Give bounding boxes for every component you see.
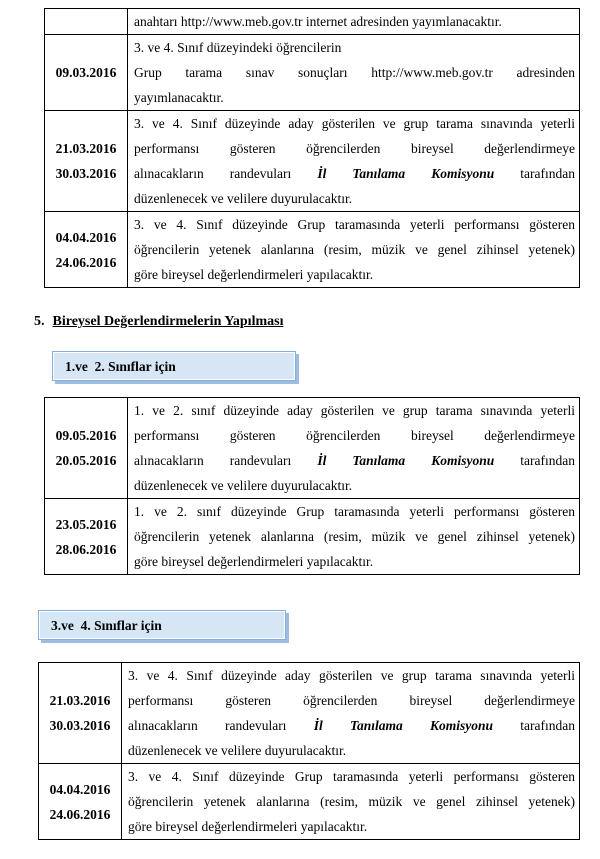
description-line: Grup tarama sınav sonuçları http://www.meb.gov.tr adresinden xyxy=(134,65,575,80)
description-line-mixed xyxy=(134,161,575,186)
description-line: anahtarı http://www.meb.gov.tr internet adresinden yayımlanacaktır. xyxy=(134,14,502,29)
description-line: 3. ve 4. Sınıf düzeyinde aday gösterilen ve grup tarama sınavında yeterli xyxy=(134,116,575,131)
description-line: 3. ve 4. Sınıf düzeyinde aday gösterilen ve grup tarama sınavında yeterli xyxy=(128,668,575,683)
description-text: tarafından xyxy=(520,453,576,468)
date-start: 21.03.2016 xyxy=(55,141,117,156)
description-cell xyxy=(128,35,580,111)
date-cell xyxy=(45,111,128,212)
description-line: 1. ve 2. sınıf düzeyinde aday gösterilen ve grup tarama sınavında yeterli xyxy=(134,403,575,418)
table-row xyxy=(45,212,580,288)
description-cell xyxy=(128,111,580,212)
description-cell xyxy=(122,663,580,764)
description-line: 3. ve 4. Sınıf düzeyindeki öğrencilerin xyxy=(134,40,342,55)
table-row xyxy=(45,499,580,575)
date-end: 20.05.2016 xyxy=(55,453,117,468)
date-end: 28.06.2016 xyxy=(55,541,117,557)
date-start: 23.05.2016 xyxy=(55,516,117,532)
description-line: düzenlenecek ve velilere duyurulacaktır. xyxy=(134,191,353,206)
date-cell xyxy=(45,499,128,575)
schedule-table-grade-3-4 xyxy=(38,662,580,840)
date-cell xyxy=(45,9,128,35)
grade-1-2-label: 1.ve 2. Sınıflar için xyxy=(65,359,176,374)
description-text: alınacakların randevuları xyxy=(134,166,292,181)
description-line: düzenlenecek ve velilere duyurulacaktır. xyxy=(128,743,347,758)
table-row xyxy=(45,9,580,35)
description-text: tarafından xyxy=(520,166,576,181)
description-line: öğrencilerin yetenek alanlarına (resim, müzik ve genel zihinsel yetenek) xyxy=(134,242,575,257)
description-line: 3. ve 4. Sınıf düzeyinde Grup taramasında yeterli performansı gösteren xyxy=(128,769,575,784)
date-cell xyxy=(39,663,122,764)
description-line: 3. ve 4. Sınıf düzeyinde Grup taramasında yeterli performansı gösteren xyxy=(134,217,575,232)
description-cell xyxy=(128,499,580,575)
date-start: 04.04.2016 xyxy=(55,229,117,245)
date-end: 30.03.2016 xyxy=(55,166,117,181)
section-number: 5. xyxy=(34,314,45,329)
commission-name: İl Tanılama Komisyonu xyxy=(317,453,495,468)
date-value: 09.03.2016 xyxy=(55,65,117,80)
description-line: göre bireysel değerlendirmeleri yapılacaktır. xyxy=(134,554,374,569)
section-title: Bireysel Değerlendirmelerin Yapılması xyxy=(52,314,284,329)
description-line-mixed xyxy=(128,713,575,738)
date-cell xyxy=(45,35,128,111)
date-start: 09.05.2016 xyxy=(55,428,117,443)
schedule-table-top xyxy=(44,8,580,288)
description-line: performansı gösteren öğrencilerden bireysel değerlendirmeye xyxy=(134,428,575,443)
description-line: performansı gösteren öğrencilerden bireysel değerlendirmeye xyxy=(134,141,575,156)
table-row xyxy=(39,663,580,764)
date-cell xyxy=(39,764,122,840)
description-line: 1. ve 2. sınıf düzeyinde Grup taramasında yeterli performansı gösteren xyxy=(134,504,575,519)
description-line: göre bireysel değerlendirmeleri yapılacaktır. xyxy=(134,267,374,282)
description-text: tarafından xyxy=(520,718,575,733)
date-start: 21.03.2016 xyxy=(49,693,111,708)
date-start: 04.04.2016 xyxy=(49,781,111,797)
table-row xyxy=(45,398,580,499)
table-row xyxy=(45,111,580,212)
date-end: 24.06.2016 xyxy=(55,254,117,270)
description-line: performansı gösteren öğrencilerden bireysel değerlendirmeye xyxy=(128,693,575,708)
date-end: 30.03.2016 xyxy=(49,718,111,733)
table-row xyxy=(39,764,580,840)
description-line: öğrencilerin yetenek alanlarına (resim, müzik ve genel zihinsel yetenek) xyxy=(128,794,575,809)
description-text: alınacakların randevuları xyxy=(128,718,287,733)
grade-3-4-label-box xyxy=(38,610,286,640)
description-line-mixed xyxy=(134,448,575,473)
description-line: öğrencilerin yetenek alanlarına (resim, müzik ve genel zihinsel yetenek) xyxy=(134,529,575,544)
commission-name: İl Tanılama Komisyonu xyxy=(317,166,495,181)
description-cell xyxy=(128,398,580,499)
grade-3-4-label: 3.ve 4. Sınıflar için xyxy=(51,618,162,633)
commission-name: İl Tanılama Komisyonu xyxy=(313,718,494,733)
grade-1-2-label-box xyxy=(52,351,296,381)
date-cell xyxy=(45,398,128,499)
description-cell xyxy=(122,764,580,840)
description-line: yayımlanacaktır. xyxy=(134,90,224,105)
description-line: göre bireysel değerlendirmeleri yapılacaktır. xyxy=(128,819,368,834)
date-end: 24.06.2016 xyxy=(49,806,111,822)
table-row xyxy=(45,35,580,111)
description-cell xyxy=(128,212,580,288)
description-cell xyxy=(128,9,580,35)
date-cell xyxy=(45,212,128,288)
schedule-table-grade-1-2 xyxy=(44,397,580,575)
section-heading xyxy=(34,314,283,330)
description-text: alınacakların randevuları xyxy=(134,453,292,468)
description-line: düzenlenecek ve velilere duyurulacaktır. xyxy=(134,478,353,493)
